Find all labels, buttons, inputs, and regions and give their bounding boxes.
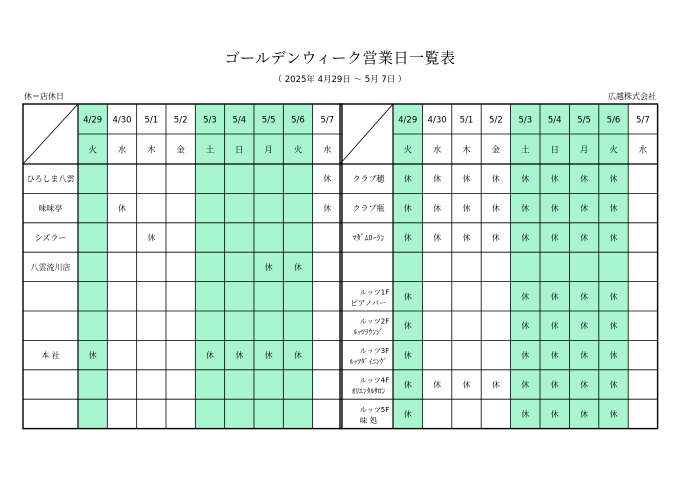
store-name: ﾏﾀﾞﾑﾛｰﾗﾝ xyxy=(352,233,385,243)
closed-mark: 休 xyxy=(580,351,589,361)
date-header: 4/29 xyxy=(398,115,418,126)
closed-mark: 休 xyxy=(609,380,618,390)
date-header: 5/1 xyxy=(144,115,159,126)
closed-mark: 休 xyxy=(433,380,442,390)
weekday-header: 月 xyxy=(264,145,273,156)
store-floor: ルッツ3F xyxy=(359,347,390,356)
closed-mark: 休 xyxy=(550,380,559,390)
weekday-header: 月 xyxy=(579,145,589,156)
store-name: 本 社 xyxy=(41,351,60,361)
closed-mark: 休 xyxy=(491,233,500,243)
date-header: 5/7 xyxy=(320,115,335,126)
closed-mark: 休 xyxy=(521,351,530,361)
date-header: 5/1 xyxy=(459,115,474,126)
weekday-header: 水 xyxy=(638,145,648,156)
closed-mark: 休 xyxy=(521,409,530,419)
closed-mark: 休 xyxy=(147,233,156,243)
closed-mark: 休 xyxy=(609,351,618,361)
date-header: 5/5 xyxy=(577,115,591,126)
weekday-header: 金 xyxy=(491,145,501,156)
corner-diagonal xyxy=(23,104,78,164)
weekday-header: 火 xyxy=(293,145,303,156)
weekday-header: 日 xyxy=(550,145,559,156)
date-header: 4/30 xyxy=(112,115,132,126)
closed-mark: 休 xyxy=(403,380,412,390)
store-floor: ルッツ1F xyxy=(359,288,390,297)
closed-mark: 休 xyxy=(580,321,589,331)
closed-mark: 休 xyxy=(235,351,244,361)
weekday-header: 土 xyxy=(205,145,215,156)
weekday-header: 水 xyxy=(323,145,332,156)
closed-mark: 休 xyxy=(491,174,500,184)
closed-mark: 休 xyxy=(550,351,559,361)
store-name: ピアノバー xyxy=(350,298,387,308)
closed-mark: 休 xyxy=(521,204,530,214)
closed-mark: 休 xyxy=(550,321,559,331)
closed-mark: 休 xyxy=(293,262,302,272)
closed-mark: 休 xyxy=(433,174,442,184)
store-floor: ルッツ4F xyxy=(359,376,390,385)
closed-mark: 休 xyxy=(403,351,412,361)
closed-mark: 休 xyxy=(433,204,442,214)
closed-mark: 休 xyxy=(550,292,559,302)
closed-mark: 休 xyxy=(491,204,500,214)
closed-mark: 休 xyxy=(521,174,530,184)
closed-mark: 休 xyxy=(403,409,412,419)
weekday-header: 火 xyxy=(609,145,618,156)
closed-mark: 休 xyxy=(264,351,273,361)
legend-note: 休＝店休日 xyxy=(24,92,64,101)
left-schedule-table xyxy=(23,104,342,429)
closed-mark: 休 xyxy=(580,174,589,184)
store-name: 八雲流川店 xyxy=(30,262,71,272)
closed-mark: 休 xyxy=(521,233,530,243)
date-header: 5/3 xyxy=(203,115,217,126)
date-header: 5/2 xyxy=(489,115,503,126)
closed-mark: 休 xyxy=(117,204,126,214)
date-header: 5/4 xyxy=(232,115,247,126)
store-name: ﾙｯﾂﾗｳﾝｼﾞ xyxy=(353,327,384,337)
date-header: 5/3 xyxy=(518,115,533,126)
closed-mark: 休 xyxy=(403,292,412,302)
weekday-header: 木 xyxy=(462,145,471,156)
store-name: 味 処 xyxy=(359,415,378,425)
store-name: シズラー xyxy=(34,233,67,243)
date-header: 5/7 xyxy=(636,115,650,126)
closed-mark: 休 xyxy=(462,174,471,184)
date-header: 5/2 xyxy=(173,115,188,126)
closed-mark: 休 xyxy=(550,409,559,419)
date-header: 5/4 xyxy=(547,115,562,126)
closed-mark: 休 xyxy=(264,262,273,272)
closed-mark: 休 xyxy=(550,174,559,184)
closed-mark: 休 xyxy=(580,380,589,390)
weekday-header: 日 xyxy=(235,145,244,156)
store-name: 味味亭 xyxy=(38,204,63,214)
date-header: 4/30 xyxy=(427,115,447,126)
closed-mark: 休 xyxy=(491,380,500,390)
store-floor: ルッツ2F xyxy=(359,317,390,326)
store-name: ｵﾘｴﾝﾀﾙｻﾛﾝ xyxy=(351,386,386,396)
date-header: 5/6 xyxy=(606,115,621,126)
date-header: 5/5 xyxy=(261,115,276,126)
closed-mark: 休 xyxy=(88,351,97,361)
closed-mark: 休 xyxy=(205,351,214,361)
store-name: ﾙｯﾂﾀﾞｲﾆﾝｸﾞ xyxy=(349,357,388,367)
closed-mark: 休 xyxy=(609,174,618,184)
period-subtitle: （ 2025年 4月29日 ～ 5月 7日 ） xyxy=(273,75,407,85)
closed-mark: 休 xyxy=(580,204,589,214)
closed-mark: 休 xyxy=(521,321,530,331)
company-name: 広越株式会社 xyxy=(608,92,656,101)
weekday-header: 火 xyxy=(403,145,412,156)
closed-mark: 休 xyxy=(609,204,618,214)
closed-mark: 休 xyxy=(323,204,332,214)
weekday-header: 土 xyxy=(521,145,530,156)
weekday-header: 金 xyxy=(176,145,185,156)
corner-diagonal xyxy=(340,104,393,164)
closed-mark: 休 xyxy=(403,174,412,184)
closed-mark: 休 xyxy=(462,233,471,243)
closed-mark: 休 xyxy=(403,233,412,243)
date-header: 5/6 xyxy=(291,115,305,126)
closed-mark: 休 xyxy=(609,233,618,243)
closed-mark: 休 xyxy=(521,292,530,302)
closed-mark: 休 xyxy=(462,380,471,390)
closed-mark: 休 xyxy=(433,233,442,243)
closed-mark: 休 xyxy=(609,409,618,419)
closed-mark: 休 xyxy=(609,321,618,331)
closed-mark: 休 xyxy=(462,204,471,214)
store-name: ひろしま八雲 xyxy=(26,174,75,184)
store-floor: ルッツ5F xyxy=(359,405,390,414)
closed-mark: 休 xyxy=(521,380,530,390)
weekday-header: 木 xyxy=(147,145,156,156)
weekday-header: 水 xyxy=(432,145,442,156)
closed-mark: 休 xyxy=(403,321,412,331)
closed-mark: 休 xyxy=(580,292,589,302)
date-header: 4/29 xyxy=(83,115,103,126)
closed-mark: 休 xyxy=(609,292,618,302)
closed-mark: 休 xyxy=(323,174,332,184)
right-schedule-table xyxy=(340,104,658,429)
closed-mark: 休 xyxy=(550,204,559,214)
store-name: クラブ瓶 xyxy=(352,204,385,214)
closed-mark: 休 xyxy=(550,233,559,243)
weekday-header: 水 xyxy=(117,145,127,156)
weekday-header: 火 xyxy=(88,145,97,156)
page-title: ゴールデンウィーク営業日一覧表 xyxy=(224,49,456,67)
closed-mark: 休 xyxy=(293,351,302,361)
closed-mark: 休 xyxy=(403,204,412,214)
closed-mark: 休 xyxy=(580,409,589,419)
closed-mark: 休 xyxy=(580,233,589,243)
store-name: クラブ穂 xyxy=(352,174,385,184)
